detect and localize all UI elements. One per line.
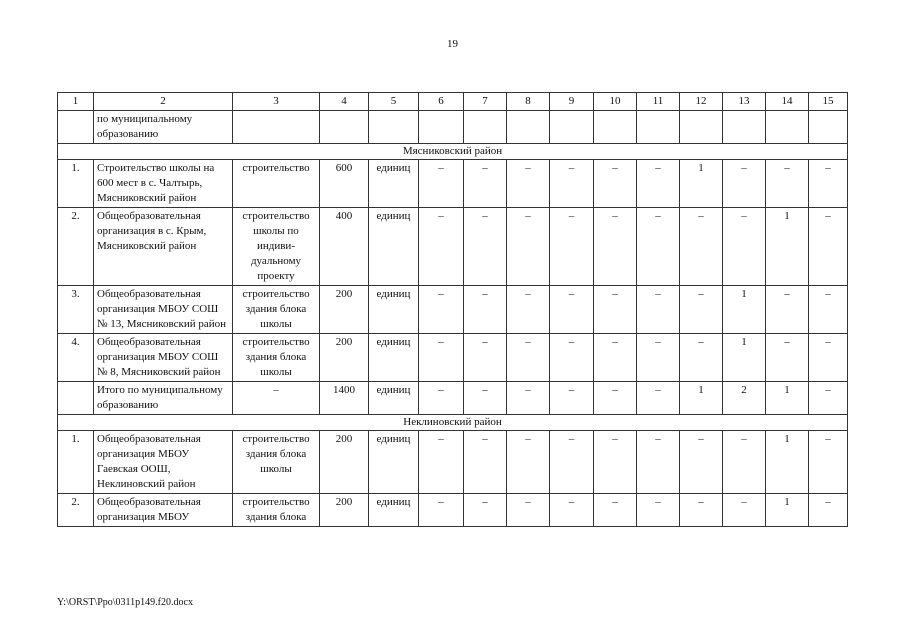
table-cell: 3. [58,286,94,334]
table-cell: строительство школы по индиви-дуальному проекту [233,208,320,286]
table-row [58,334,848,382]
table-cell: строительство здания блока [233,494,320,527]
table-cell: – [419,160,464,208]
table-cell: – [419,286,464,334]
section-title: Неклиновский район [58,415,848,431]
table-cell: 1 [723,334,766,382]
table-cell: – [419,334,464,382]
table-cell [58,382,94,415]
table-cell: – [594,431,637,494]
table-cell: 1 [766,431,809,494]
section-row [58,144,848,160]
table-cell: – [550,382,594,415]
table-cell: – [507,494,550,527]
table-cell: Общеобразовательная организация МБОУ СОШ № 8, Мясниковский район [94,334,233,382]
table-cell: – [464,160,507,208]
table-cell: – [594,286,637,334]
table-cell: 1 [680,160,723,208]
table-cell: единиц [369,494,419,527]
table-cell: – [550,160,594,208]
table-cell: – [809,494,848,527]
table-cell [233,111,320,144]
table-cell: 1. [58,431,94,494]
table-cell: 400 [320,208,369,286]
table-cell [464,111,507,144]
table-cell: Строительство школы на 600 мест в с. Чалтырь, Мясниковский район [94,160,233,208]
table-cell [809,111,848,144]
table-cell: – [637,382,680,415]
table-cell: строительство [233,160,320,208]
table-cell: Общеобразовательная организация МБОУ [94,494,233,527]
table-cell: – [507,382,550,415]
table-cell [419,111,464,144]
table-cell: – [809,431,848,494]
table-cell: – [464,431,507,494]
table-cell [680,111,723,144]
table-row [58,160,848,208]
table-cell: 2 [723,382,766,415]
column-header: 13 [723,93,766,111]
column-header: 15 [809,93,848,111]
table-cell: – [594,160,637,208]
table-cell [369,111,419,144]
table-cell: единиц [369,160,419,208]
table-cell: – [419,431,464,494]
table-cell: – [766,160,809,208]
table-cell: – [550,431,594,494]
column-header: 11 [637,93,680,111]
data-table [57,92,848,527]
header-row [58,93,848,111]
table-cell: 2. [58,494,94,527]
column-header: 7 [464,93,507,111]
table-cell [320,111,369,144]
table-cell: – [507,160,550,208]
table-cell: – [594,334,637,382]
table-cell [507,111,550,144]
table-cell: – [723,160,766,208]
table-cell: – [766,334,809,382]
table-cell: – [419,208,464,286]
table-row [58,286,848,334]
table-cell: – [594,382,637,415]
table-cell: 200 [320,494,369,527]
table-cell [594,111,637,144]
table-cell: – [464,334,507,382]
table-cell: 1 [766,382,809,415]
table-cell: – [550,334,594,382]
table-cell: – [419,494,464,527]
table-cell [637,111,680,144]
table-cell: – [637,160,680,208]
table-cell: строительство здания блока школы [233,286,320,334]
table-cell: – [809,286,848,334]
page-number: 19 [447,38,458,50]
column-header: 9 [550,93,594,111]
column-header: 4 [320,93,369,111]
table-cell: – [723,431,766,494]
table-cell: – [637,334,680,382]
table-cell: – [507,286,550,334]
table-cell: – [680,208,723,286]
table-cell: – [419,382,464,415]
table-row [58,494,848,527]
table-cell: – [550,208,594,286]
table-cell [58,111,94,144]
column-header: 8 [507,93,550,111]
table-cell: – [637,431,680,494]
column-header: 5 [369,93,419,111]
table-cell: Общеобразовательная организация МБОУ СОШ № 13, Мясниковский район [94,286,233,334]
table-cell: – [680,431,723,494]
table-cell [723,111,766,144]
table-cell: строительство здания блока школы [233,431,320,494]
footer-path: Y:\ORST\Ppo\0311p149.f20.docx [57,597,193,608]
table-cell: – [464,382,507,415]
table-cell: – [809,334,848,382]
column-header: 14 [766,93,809,111]
table-cell: 1 [766,208,809,286]
table-cell: – [233,382,320,415]
table-row [58,431,848,494]
column-header: 1 [58,93,94,111]
table-row [58,382,848,415]
table-cell: 2. [58,208,94,286]
table-cell: – [809,208,848,286]
table-cell: – [464,208,507,286]
table-cell: единиц [369,208,419,286]
table-cell: единиц [369,431,419,494]
table-cell: – [809,382,848,415]
table-cell: единиц [369,286,419,334]
table-cell: единиц [369,382,419,415]
table-cell: 1 [723,286,766,334]
table-cell [550,111,594,144]
table-cell: – [723,494,766,527]
table-cell: – [594,208,637,286]
table-row [58,208,848,286]
section-row [58,415,848,431]
table-cell: – [637,208,680,286]
table-cell: – [550,494,594,527]
table-cell: – [766,286,809,334]
table-cell: Итого по муниципальному образованию [94,382,233,415]
column-header: 3 [233,93,320,111]
column-header: 6 [419,93,464,111]
table-cell: 200 [320,286,369,334]
table-cell [766,111,809,144]
column-header: 2 [94,93,233,111]
table-cell: – [594,494,637,527]
table-cell: 200 [320,431,369,494]
table-cell: – [550,286,594,334]
table-cell: – [680,286,723,334]
table-row [58,111,848,144]
column-header: 12 [680,93,723,111]
table-cell: единиц [369,334,419,382]
table-cell: 1 [680,382,723,415]
table-cell: Общеобразовательная организация МБОУ Гаевская ООШ, Неклиновский район [94,431,233,494]
table-cell: – [680,494,723,527]
table-cell: – [809,160,848,208]
table-cell: – [464,286,507,334]
table-cell: 600 [320,160,369,208]
table-cell: – [507,208,550,286]
table-cell: по муниципальному образованию [94,111,233,144]
table-cell: строительство здания блока школы [233,334,320,382]
table-cell: 1400 [320,382,369,415]
table-cell: – [464,494,507,527]
table-cell: 4. [58,334,94,382]
column-header: 10 [594,93,637,111]
table-cell: – [723,208,766,286]
table-cell: – [637,494,680,527]
table-cell: – [637,286,680,334]
table-cell: 200 [320,334,369,382]
table-cell: Общеобразовательная организация в с. Крым, Мясниковский район [94,208,233,286]
table-cell: 1. [58,160,94,208]
section-title: Мясниковский район [58,144,848,160]
table-cell: – [507,334,550,382]
table-cell: 1 [766,494,809,527]
table-cell: – [507,431,550,494]
table-cell: – [680,334,723,382]
